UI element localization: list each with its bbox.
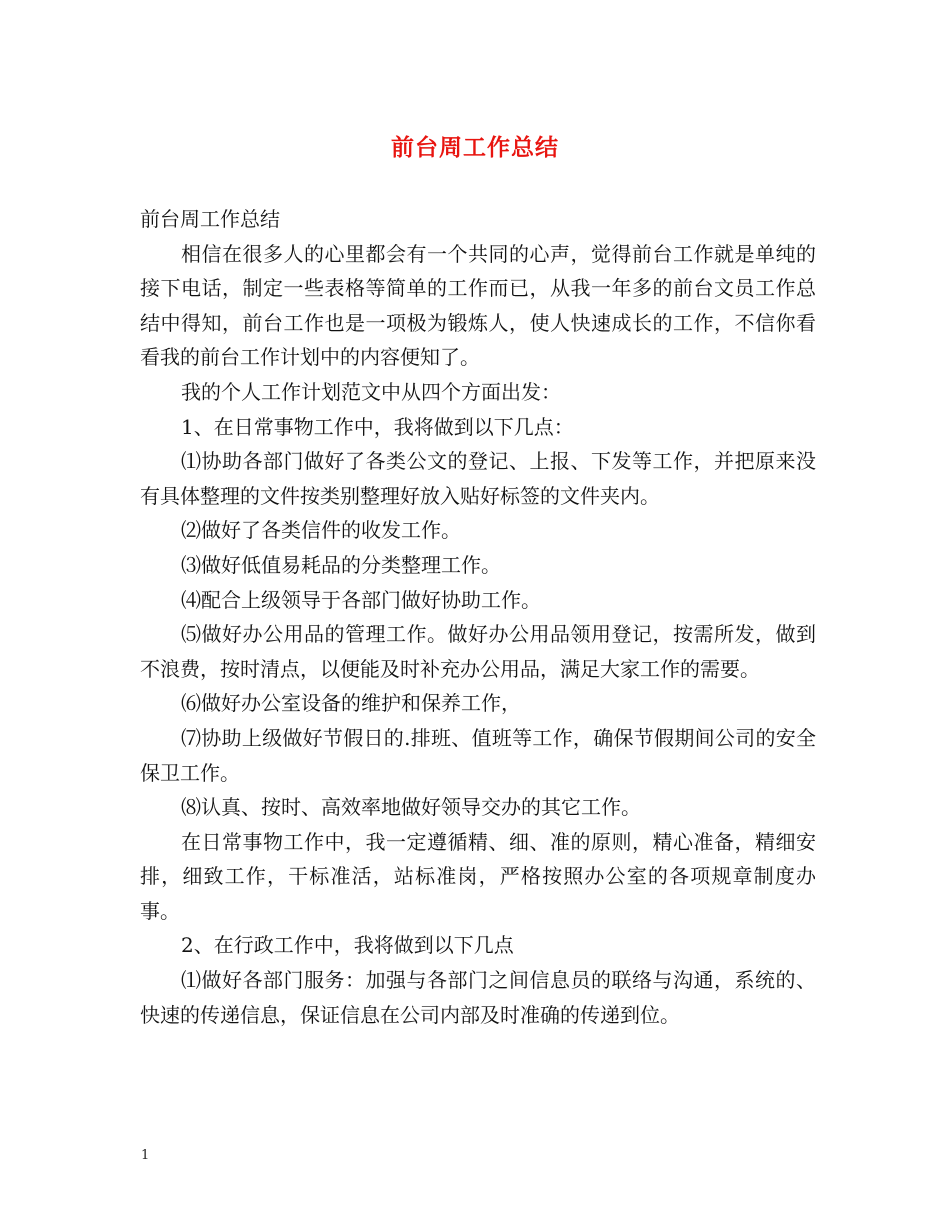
paragraph: ⑵做好了各类信件的收发工作。 [181, 518, 461, 543]
paragraph: 相信在很多人的心里都会有一个共同的心声，觉得前台工作就是单纯的接下电话，制定一些表格等简单的工作而已，从我一年多的前台文员工作总结中得知，前台工作也是一项极为锻炼人，使人快速成长的工作，不信你看看我的前台工作计划中的内容便知了。 [140, 241, 816, 370]
paragraph: ⑴协助各部门做好了各类公文的登记、上报、下发等工作，并把原来没有具体整理的文件按类别整理好放入贴好标签的文件夹内。 [140, 449, 816, 508]
paragraph: ⑹做好办公室设备的维护和保养工作， [181, 691, 521, 716]
paragraph: ⑺协助上级做好节假日的.排班、值班等工作，确保节假期间公司的安全保卫工作。 [140, 725, 816, 785]
body-subtitle: 前台周工作总结 [140, 207, 280, 231]
paragraph: 1、在日常事物工作中，我将做到以下几点： [181, 414, 574, 439]
document-body [140, 202, 816, 1032]
page-number: 1 [141, 1148, 150, 1163]
paragraph: ⑸做好办公用品的管理工作。做好办公用品领用登记，按需所发，做到不浪费，按时清点，以便能及时补充办公用品，满足大家工作的需要。 [140, 622, 816, 681]
paragraph: ⑶做好低值易耗品的分类整理工作。 [181, 552, 501, 577]
paragraph: 我的个人工作计划范文中从四个方面出发： [181, 379, 561, 404]
paragraph: ⑻认真、按时、高效率地做好领导交办的其它工作。 [181, 795, 641, 820]
paragraph: ⑴做好各部门服务：加强与各部门之间信息员的联络与沟通，系统的、快速的传递信息，保证信息在公司内部及时准确的传递到位。 [140, 968, 816, 1027]
document-title: 前台周工作总结 [391, 134, 559, 161]
paragraph: ⑷配合上级领导于各部门做好协助工作。 [181, 587, 541, 612]
paragraph: 2、在行政工作中，我将做到以下几点 [181, 933, 514, 958]
paragraph: 在日常事物工作中，我一定遵循精、细、准的原则，精心准备，精细安排，细致工作，干标准活，站标准岗，严格按照办公室的各项规章制度办事。 [140, 829, 816, 923]
